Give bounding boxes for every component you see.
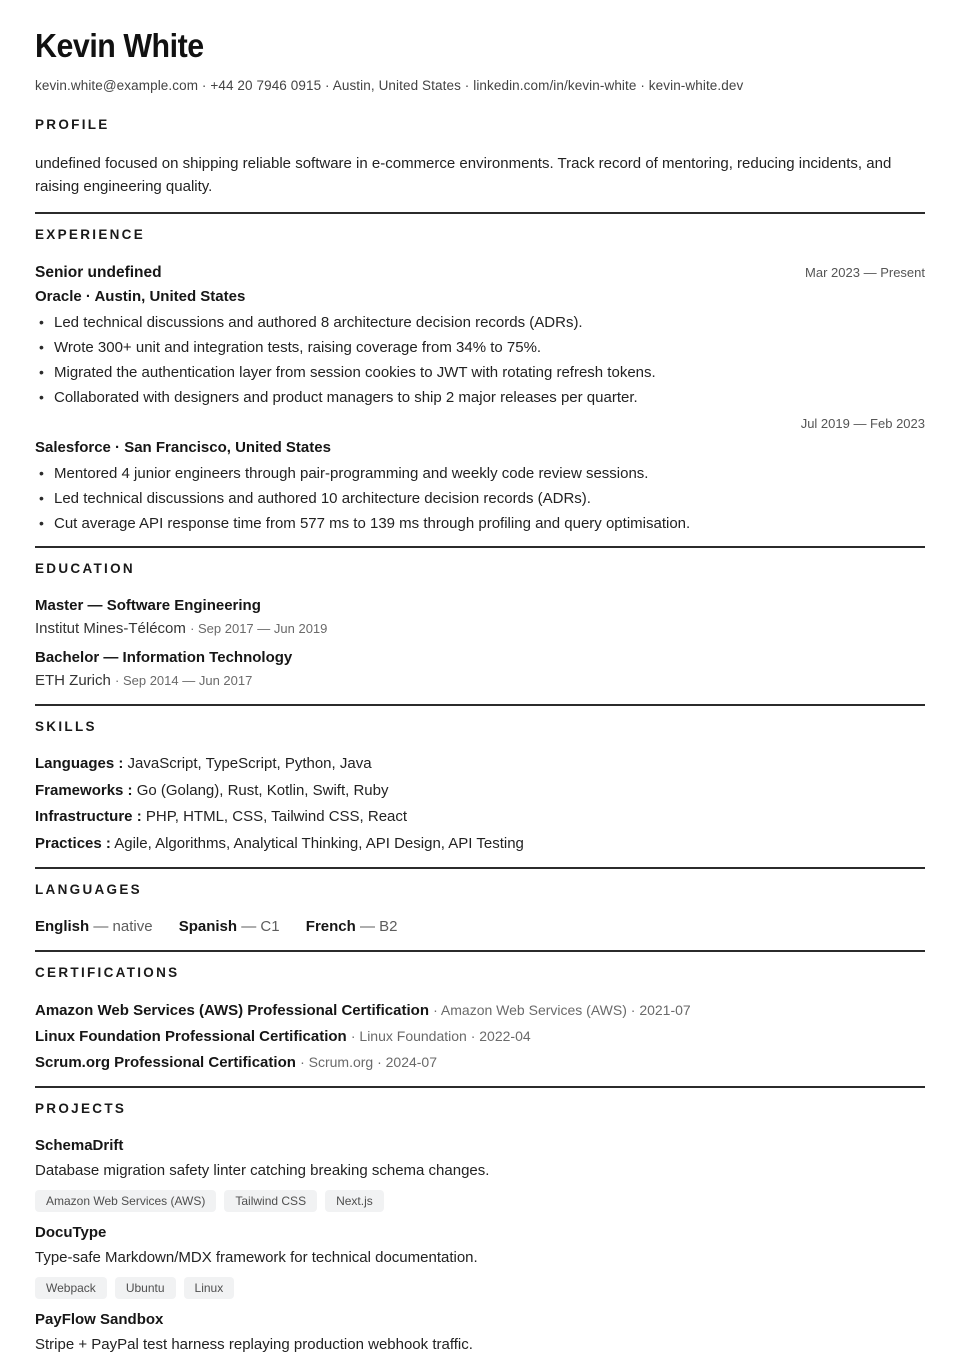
job-bullet: • Led technical discussions and authored 8 architecture decision records (ADRs).: [35, 314, 925, 331]
language-dash: —: [93, 917, 109, 935]
job-bullet-list: [35, 314, 925, 406]
school-name: ETH Zurich: [35, 672, 111, 689]
job-bullet: • Collaborated with designers and product managers to ship 2 major releases per quarter.: [35, 389, 925, 406]
experience-heading: EXPERIENCE: [35, 227, 146, 242]
language-level: B2: [379, 917, 398, 935]
job-title-row: [35, 414, 925, 433]
certification-name: Amazon Web Services (AWS) Professional Certification: [35, 1001, 429, 1019]
section-education: [35, 560, 925, 690]
section-projects: [35, 1100, 925, 1354]
contact-line: kevin.white@example.com · +44 20 7946 0915 · Austin, United States · linkedin.com/in/kevin-white · kevin-white.dev: [35, 78, 744, 93]
language-name: English: [35, 917, 90, 935]
job-bullet: • Cut average API response time from 577 ms to 139 ms through profiling and query optimisation.: [35, 515, 925, 532]
language-dash: —: [359, 917, 375, 935]
education-dates: · Sep 2014 — Jun 2017: [115, 673, 253, 688]
section-languages: [35, 881, 925, 936]
skill-row: [35, 782, 925, 800]
section-certifications: [35, 964, 925, 1072]
project-tag-row: [35, 1190, 925, 1212]
certification-detail: · Linux Foundation · 2022-04: [350, 1027, 531, 1044]
skill-values: Go (Golang), Rust, Kotlin, Swift, Ruby: [136, 781, 389, 799]
language-level: C1: [260, 917, 280, 935]
section-divider: [35, 704, 925, 706]
school-line: [35, 620, 925, 638]
job-title-row: [35, 263, 925, 282]
section-divider: [35, 1086, 925, 1088]
project-tag: Ubuntu: [115, 1277, 176, 1299]
language-entry: [306, 918, 398, 935]
section-divider: [35, 867, 925, 869]
experience-entry: [35, 414, 925, 532]
project-tag: Webpack: [35, 1277, 107, 1299]
section-profile: [35, 116, 925, 198]
education-dates: · Sep 2017 — Jun 2019: [190, 621, 328, 636]
language-entry: [35, 918, 157, 935]
certification-entry: [35, 1001, 925, 1020]
section-experience: [35, 226, 925, 532]
certification-detail: · Amazon Web Services (AWS) · 2021-07: [433, 1001, 691, 1018]
section-divider: [35, 546, 925, 548]
person-name: Kevin White: [35, 27, 204, 64]
resume-header: [35, 24, 925, 94]
project-entry: [35, 1137, 925, 1212]
skill-category-label: Practices :: [35, 834, 111, 852]
project-name: DocuType: [35, 1223, 107, 1241]
project-description: Database migration safety linter catching breaking schema changes.: [35, 1161, 490, 1179]
experience-entry: [35, 263, 925, 406]
language-entry: [179, 918, 284, 935]
degree-title: Master — Software Engineering: [35, 597, 261, 614]
skill-row: [35, 835, 925, 853]
job-bullet-list: [35, 465, 925, 532]
section-divider: [35, 950, 925, 952]
language-name: Spanish: [178, 917, 238, 935]
certification-entry: [35, 1027, 925, 1046]
language-name: French: [305, 917, 356, 935]
project-tag: Amazon Web Services (AWS): [35, 1190, 216, 1212]
job-bullet: • Migrated the authentication layer from session cookies to JWT with rotating refresh tokens.: [35, 364, 925, 381]
project-description: Type-safe Markdown/MDX framework for technical documentation.: [35, 1248, 478, 1266]
job-bullet: • Wrote 300+ unit and integration tests, raising coverage from 34% to 75%.: [35, 339, 925, 356]
project-entry: [35, 1311, 925, 1354]
section-skills: [35, 718, 925, 853]
certification-entry: [35, 1053, 925, 1072]
job-dates: Mar 2023 — Present: [805, 265, 925, 280]
job-company: Oracle · Austin, United States: [35, 288, 246, 305]
profile-text: undefined focused on shipping reliable software in e-commerce environments. Track record of mentoring, reducing incidents, and raising engineering quality.: [35, 155, 892, 195]
job-title: Senior undefined: [35, 264, 162, 281]
education-entry: [35, 649, 925, 690]
skill-category-label: Infrastructure :: [35, 808, 142, 825]
school-name: Institut Mines-Télécom: [35, 620, 186, 637]
certification-detail: · Scrum.org · 2024-07: [300, 1053, 438, 1070]
skill-values: Agile, Algorithms, Analytical Thinking, API Design, API Testing: [114, 834, 524, 852]
skill-category-label: Frameworks :: [35, 781, 133, 799]
skill-values: JavaScript, TypeScript, Python, Java: [127, 755, 372, 772]
languages-heading: LANGUAGES: [35, 881, 142, 897]
project-entry: [35, 1224, 925, 1299]
project-tag: Tailwind CSS: [224, 1190, 317, 1212]
school-line: [35, 672, 925, 690]
project-description: Stripe + PayPal test harness replaying production webhook traffic.: [35, 1335, 473, 1353]
certification-name: Scrum.org Professional Certification: [35, 1053, 296, 1071]
language-dash: —: [241, 917, 257, 935]
skill-values: PHP, HTML, CSS, Tailwind CSS, React: [145, 808, 408, 825]
skill-row: [35, 755, 925, 773]
skill-row: [35, 808, 925, 826]
education-heading: EDUCATION: [35, 561, 135, 576]
section-divider: [35, 212, 925, 214]
project-name: PayFlow Sandbox: [35, 1310, 164, 1328]
skill-category-label: Languages :: [35, 755, 124, 772]
skills-heading: SKILLS: [35, 719, 97, 734]
languages-row: [35, 918, 925, 936]
job-company: Salesforce · San Francisco, United States: [35, 439, 331, 456]
language-level: native: [112, 917, 153, 935]
education-entry: [35, 597, 925, 638]
certification-name: Linux Foundation Professional Certification: [35, 1027, 347, 1045]
projects-heading: PROJECTS: [35, 1100, 127, 1116]
job-bullet: • Led technical discussions and authored 10 architecture decision records (ADRs).: [35, 490, 925, 507]
profile-heading: PROFILE: [35, 117, 110, 132]
project-tag: Next.js: [325, 1190, 384, 1212]
project-name: SchemaDrift: [35, 1136, 124, 1154]
job-bullet: • Mentored 4 junior engineers through pair-programming and weekly code review sessions.: [35, 465, 925, 482]
project-tag: Linux: [184, 1277, 235, 1299]
project-tag-row: [35, 1277, 925, 1299]
degree-title: Bachelor — Information Technology: [35, 649, 293, 666]
certifications-heading: CERTIFICATIONS: [35, 964, 180, 980]
job-dates: Jul 2019 — Feb 2023: [800, 416, 925, 431]
